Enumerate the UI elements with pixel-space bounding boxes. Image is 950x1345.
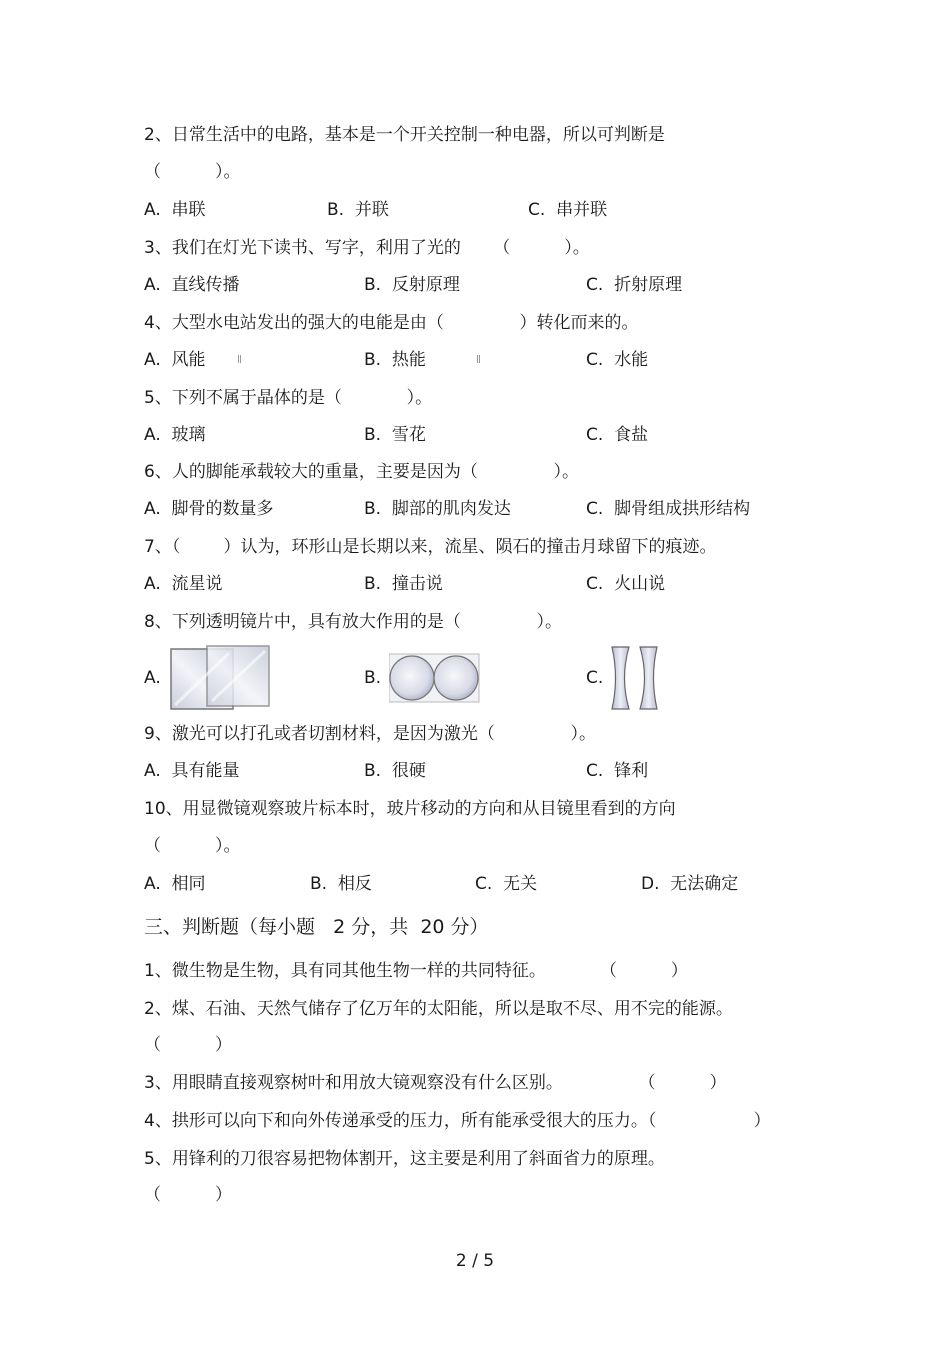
judge-item-5: 5、用锋利的刀很容易把物体割开，这主要是利用了斜面省力的原理。 [144, 1149, 665, 1169]
option-b: B. 热能 [364, 350, 426, 370]
question-2-blank: （ ）。 [144, 162, 241, 182]
judge-item-2-blank: （ ） [144, 1035, 233, 1055]
option-a: A. [144, 668, 161, 688]
option-c: C. 水能 [586, 350, 649, 370]
question-6: 6、人的脚能承载较大的重量，主要是因为（ ）。 [144, 462, 579, 482]
option-b: B. 并联 [327, 200, 389, 220]
concave-lens-image [609, 645, 661, 711]
option-b: B. [364, 668, 382, 688]
option-b: B. 相反 [310, 874, 372, 894]
option-a: A. 直线传播 [144, 275, 240, 295]
option-c: C. 串并联 [528, 200, 608, 220]
option-c: C. 脚骨组成拱形结构 [586, 499, 751, 519]
page-number: 2 / 5 [455, 1251, 495, 1271]
option-a: A. 串联 [144, 200, 206, 220]
option-c: C. 火山说 [586, 574, 666, 594]
option-c: C. [586, 668, 604, 688]
option-b: B. 雪花 [364, 425, 426, 445]
option-a: A. 相同 [144, 874, 206, 894]
option-b: B. 撞击说 [364, 574, 443, 594]
question-9: 9、激光可以打孔或者切割材料，是因为激光（ ）。 [144, 724, 596, 744]
scan-mark [238, 355, 241, 363]
option-a: A. 具有能量 [144, 761, 240, 781]
option-c: C. 无关 [475, 874, 538, 894]
option-c: C. 锋利 [586, 761, 649, 781]
question-4: 4、大型水电站发出的强大的电能是由（ ）转化而来的。 [144, 313, 639, 333]
option-c: C. 折射原理 [586, 275, 683, 295]
question-8: 8、下列透明镜片中，具有放大作用的是（ ）。 [144, 612, 562, 632]
judge-item-2: 2、煤、石油、天然气储存了亿万年的太阳能，所以是取不尽、用不完的能源。 [144, 999, 733, 1019]
question-5: 5、下列不属于晶体的是（ ）。 [144, 388, 433, 408]
option-d: D. 无法确定 [641, 874, 739, 894]
judge-item-1: 1、微生物是生物，具有同其他生物一样的共同特征。 （ ） [144, 961, 688, 981]
question-10-blank: （ ）。 [144, 836, 241, 856]
option-a: A. 玻璃 [144, 425, 206, 445]
question-2: 2、日常生活中的电路，基本是一个开关控制一种电器，所以可判断是 [144, 125, 665, 145]
question-7: 7、（ ）认为，环形山是长期以来，流星、陨石的撞击月球留下的痕迹。 [144, 537, 717, 557]
judge-item-5-blank: （ ） [144, 1185, 233, 1205]
option-b: B. 很硬 [364, 761, 426, 781]
option-c: C. 食盐 [586, 425, 649, 445]
option-b: B. 反射原理 [364, 275, 460, 295]
question-3: 3、我们在灯光下读书、写字，利用了光的 （ ）。 [144, 238, 590, 258]
convex-lens-image [389, 653, 481, 703]
flat-glass-plates-image [170, 645, 272, 711]
option-a: A. 风能 [144, 350, 206, 370]
scan-mark [477, 355, 480, 363]
section-title: 三、判断题（每小题 2 分，共 20 分） [144, 916, 489, 938]
option-a: A. 流星说 [144, 574, 223, 594]
option-b: B. 脚部的肌肉发达 [364, 499, 511, 519]
judge-item-3: 3、用眼睛直接观察树叶和用放大镜观察没有什么区别。 （ ） [144, 1073, 727, 1093]
judge-item-4: 4、拱形可以向下和向外传递承受的压力，所有能承受很大的压力。（ ） [144, 1111, 771, 1131]
question-10: 10、用显微镜观察玻片标本时，玻片移动的方向和从目镜里看到的方向 [144, 799, 676, 819]
option-a: A. 脚骨的数量多 [144, 499, 274, 519]
